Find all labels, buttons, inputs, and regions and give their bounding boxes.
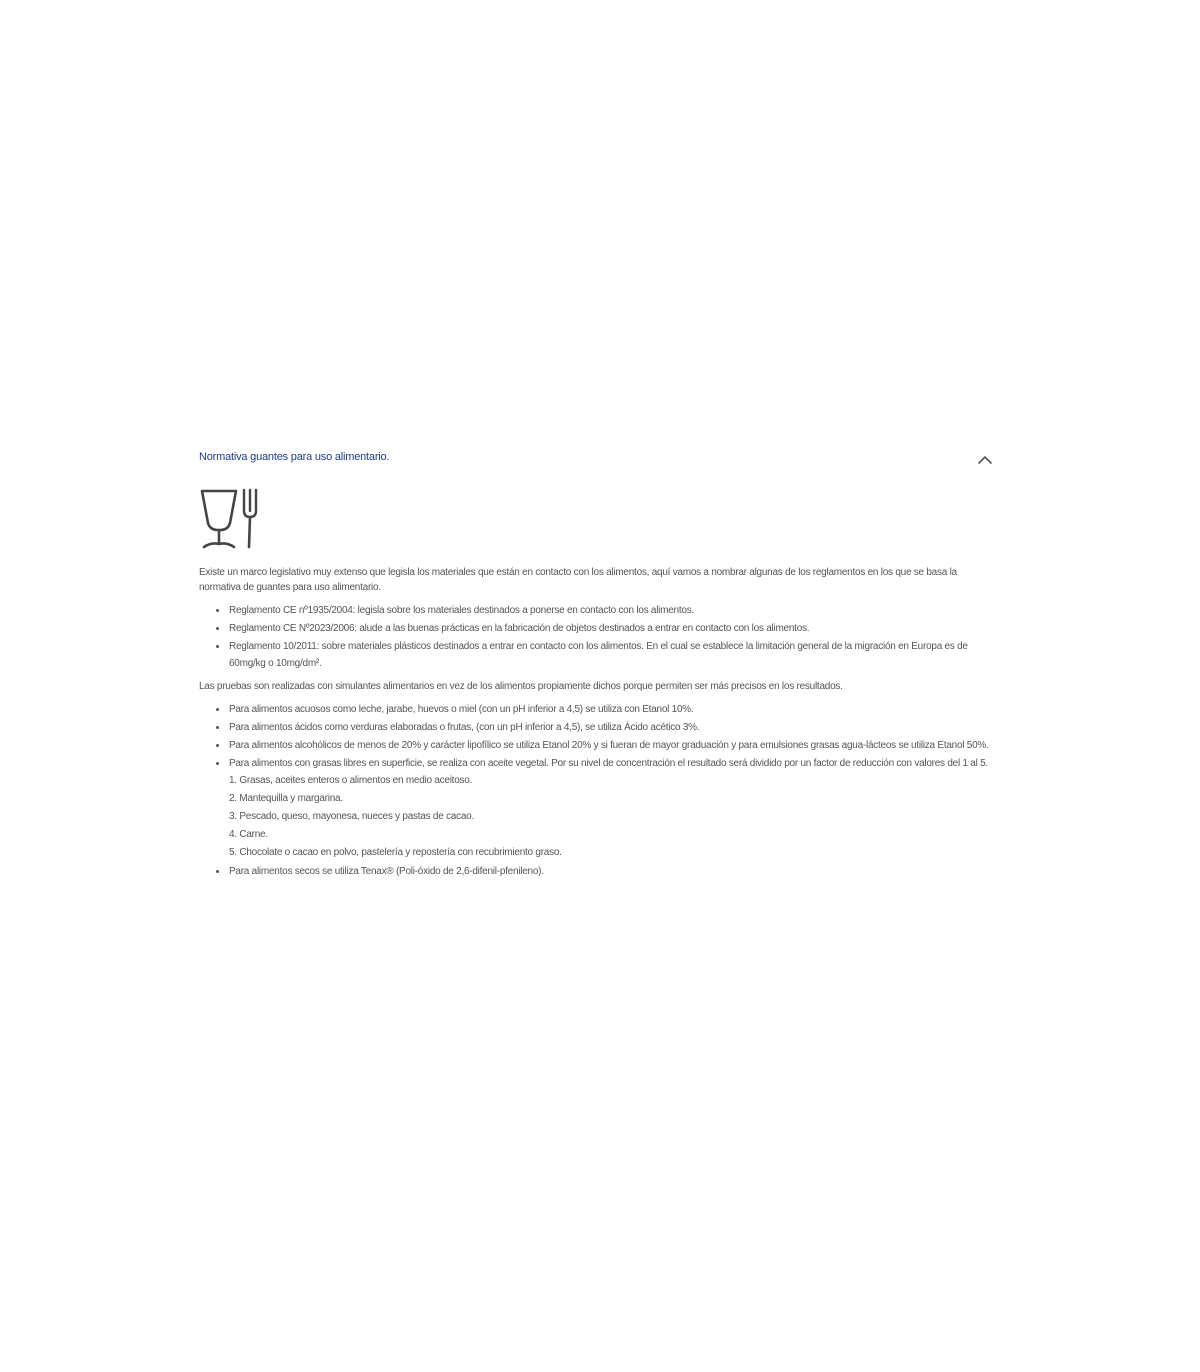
list-item: Para alimentos secos se utiliza Tenax® (Poli-óxido de 2,6-difenil-pfenileno). [229, 863, 996, 880]
regulations-list [199, 602, 996, 672]
list-item: Para alimentos acuosos como leche, jarabe, huevos o miel (con un pH inferior a 4,5) se utiliza con Etanol 10%. [229, 701, 996, 718]
glass-fork-food-safe-icon [199, 487, 261, 549]
accordion-title[interactable]: Normativa guantes para uso alimentario. [199, 451, 390, 463]
accordion-body [199, 487, 996, 881]
list-item: Para alimentos ácidos como verduras elaboradas o frutas, (con un pH inferior a 4,5), se utiliza Ácido acético 3%. [229, 719, 996, 736]
intro-paragraph: Existe un marco legislativo muy extenso que legisla los materiales que están en contacto con los alimentos, aquí vamos a nombrar algunas de los reglamentos en los que se basa la normativa de guantes para uso alimentario. [199, 567, 957, 593]
reduction-factor-item: 5. Chocolate o cacao en polvo, pastelería y repostería con recubrimiento graso. [229, 847, 562, 858]
reduction-factor-item: 3. Pescado, queso, mayonesa, nueces y pastas de cacao. [229, 811, 474, 822]
accordion-header[interactable] [199, 445, 996, 475]
reduction-factor-item: 4. Carne. [229, 829, 268, 840]
accordion-food-gloves [199, 445, 996, 877]
list-item-with-sublist [229, 755, 996, 862]
list-item: Reglamento CE Nº2023/2006: alude a las buenas prácticas en la fabricación de objetos destinados a entrar en contacto con los alimentos. [229, 620, 996, 637]
list-item: Reglamento 10/2011: sobre materiales plásticos destinados a entrar en contacto con los alimentos. En el cual se establece la limitación general de la migración en Europa es de 60mg/kg o 10mg/dm². [229, 638, 996, 672]
chevron-up-icon[interactable] [976, 453, 994, 467]
simulants-list [199, 701, 996, 880]
reduction-factor-item: 2. Mantequilla y margarina. [229, 793, 343, 804]
tests-paragraph: Las pruebas son realizadas con simulantes alimentarios en vez de los alimentos propiamente dichos porque permiten ser más precisos en los resultados. [199, 681, 843, 692]
list-item: Para alimentos alcohólicos de menos de 20% y carácter lipofílico se utiliza Etanol 20% y si fueran de mayor graduación y para emulsiones grasas agua-lácteos se utiliza Etanol 50%. [229, 737, 996, 754]
reduction-factor-item: 1. Grasas, aceites enteros o alimentos en medio aceitoso. [229, 775, 473, 786]
reduction-factors-list [229, 772, 996, 862]
list-item-text: Para alimentos con grasas libres en superficie, se realiza con aceite vegetal. Por su nivel de concentración el resultado será dividido por un factor de reducción con valores del 1 al 5. [229, 758, 988, 769]
list-item: Reglamento CE nº1935/2004: legisla sobre los materiales destinados a ponerse en contacto con los alimentos. [229, 602, 996, 619]
